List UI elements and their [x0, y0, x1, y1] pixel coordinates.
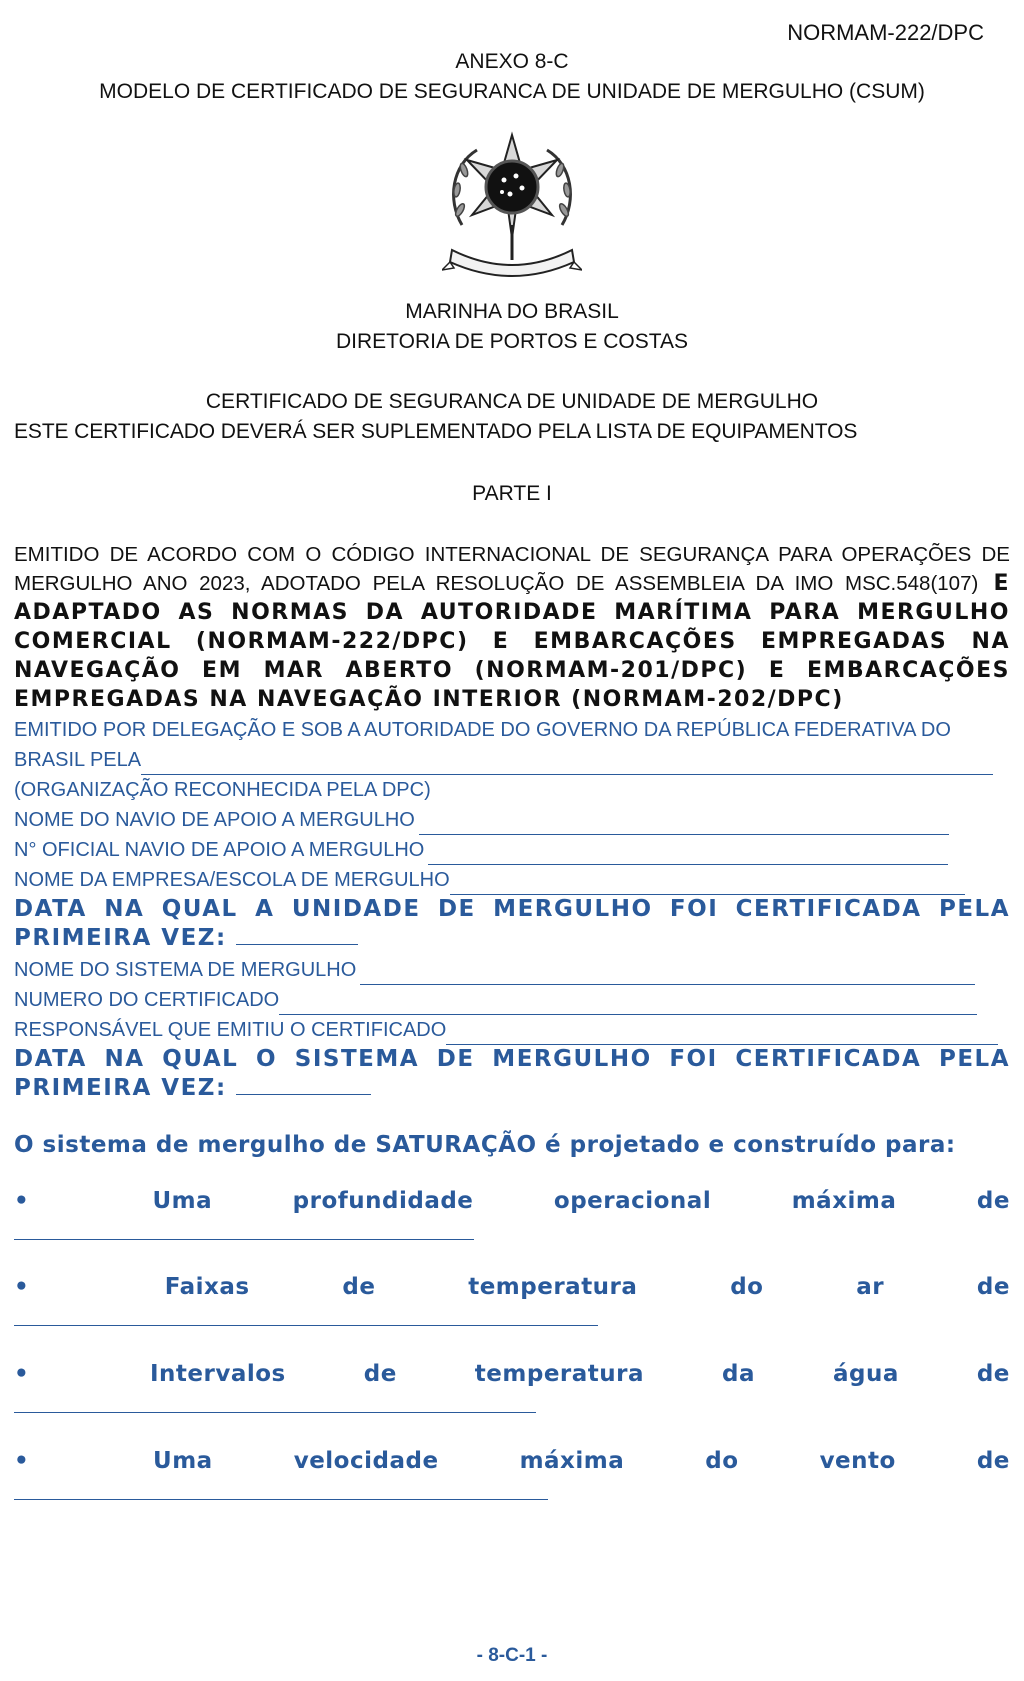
unit-first-certification-field — [14, 895, 1010, 953]
annex-title: ANEXO 8-C — [455, 50, 569, 73]
responsible-label: RESPONSÁVEL QUE EMITIU O CERTIFICADO — [14, 1019, 447, 1041]
bullet-word: do — [705, 1448, 739, 1474]
issued-bold-text: E ADAPTADO AS NORMAS DA AUTORIDADE MARÍTIMA PARA MERGULHO COMERCIAL (NORMAM-222/DPC) E EMBARCAÇÕES EMPREGADAS NA NAVEGAÇÃO EM MAR ABERTO (NORMAM-201/DPC) E EMBARCAÇÕES EMPREGADAS NA NAVEGAÇÃO INTERIOR (NORMAM-202/DPC) — [14, 571, 1011, 712]
bullet-word: Faixas — [164, 1274, 250, 1300]
ship-name-blank[interactable] — [419, 812, 949, 835]
bullet-word: vento — [819, 1448, 896, 1474]
unit-first-certification-blank[interactable] — [236, 924, 358, 945]
bullet-word: temperatura — [474, 1361, 645, 1387]
bullet-word: de — [976, 1361, 1010, 1387]
delegation-label: BRASIL PELA — [14, 749, 142, 771]
bullet-word: máxima — [519, 1448, 625, 1474]
bullet-symbol: • — [14, 1361, 30, 1387]
brazil-coat-of-arms-icon — [442, 130, 582, 285]
bullet-word: temperatura — [468, 1274, 638, 1300]
issued-normal-text: EMITIDO DE ACORDO COM O CÓDIGO INTERNACIONAL DE SEGURANÇA PARA OPERAÇÕES DE MERGULHO ANO 2023, ADOTADO PELA RESOLUÇÃO DE ASSEMBLEIA DA IMO MSC.548(107) — [14, 543, 1010, 595]
responsible-blank[interactable] — [446, 1022, 998, 1045]
saturation-intro: O sistema de mergulho de SATURAÇÃO é projetado e construído para: — [14, 1132, 956, 1158]
bullet-word: operacional — [553, 1188, 712, 1214]
system-first-certification-blank[interactable] — [236, 1074, 371, 1095]
bullet-word: Uma — [153, 1448, 213, 1474]
bullet-word: de — [363, 1361, 397, 1387]
system-name-label: NOME DO SISTEMA DE MERGULHO — [14, 959, 357, 981]
model-title: MODELO DE CERTIFICADO DE SEGURANCA DE UNIDADE DE MERGULHO (CSUM) — [99, 80, 925, 103]
bullet-word: velocidade — [293, 1448, 439, 1474]
certificate-title: CERTIFICADO DE SEGURANCA DE UNIDADE DE MERGULHO — [205, 390, 819, 413]
bullet-word: de — [976, 1448, 1010, 1474]
directorate-name: DIRETORIA DE PORTOS E COSTAS — [335, 330, 689, 353]
bullet-max-wind-speed — [14, 1448, 1010, 1474]
unit-first-certification-label: DATA NA QUAL A UNIDADE DE MERGULHO FOI CERTIFICADA PELA PRIMEIRA VEZ: — [14, 896, 1010, 951]
ship-number-field — [14, 835, 998, 865]
document-reference: NORMAM-222/DPC — [787, 20, 984, 45]
system-first-certification-field — [14, 1045, 1010, 1103]
bullet-symbol: • — [14, 1188, 30, 1214]
delegation-blank[interactable] — [141, 752, 993, 775]
ship-number-label: N° OFICIAL NAVIO DE APOIO A MERGULHO — [14, 839, 425, 861]
bullet-word: máxima — [791, 1188, 897, 1214]
company-name-label: NOME DA EMPRESA/ESCOLA DE MERGULHO — [14, 869, 450, 891]
supplement-note: ESTE CERTIFICADO DEVERÁ SER SUPLEMENTADO PELA LISTA DE EQUIPAMENTOS — [14, 420, 858, 443]
bullet-symbol: • — [14, 1274, 30, 1300]
system-name-field — [14, 955, 998, 985]
bullet-word: do — [730, 1274, 764, 1300]
certificate-number-label: NUMERO DO CERTIFICADO — [14, 989, 280, 1011]
bullet-word: de — [342, 1274, 376, 1300]
bullet-word: Intervalos — [149, 1361, 286, 1387]
certificate-number-blank[interactable] — [279, 992, 977, 1015]
bullet-word: da — [722, 1361, 755, 1387]
page-number: - 8-C-1 - — [476, 1645, 548, 1666]
delegation-line-1: EMITIDO POR DELEGAÇÃO E SOB A AUTORIDADE DO GOVERNO DA REPÚBLICA FEDERATIVA DO — [14, 719, 951, 741]
responsible-field — [14, 1015, 998, 1045]
issued-paragraph — [14, 540, 1010, 714]
bullet-word: água — [832, 1361, 899, 1387]
company-name-blank[interactable] — [450, 872, 965, 895]
system-name-blank[interactable] — [360, 962, 975, 985]
bullet-symbol: • — [14, 1448, 30, 1474]
organization-note: (ORGANIZAÇÃO RECONHECIDA PELA DPC) — [14, 779, 431, 801]
ship-number-blank[interactable] — [428, 842, 948, 865]
air-temperature-blank[interactable] — [14, 1324, 598, 1326]
certificate-number-field — [14, 985, 998, 1015]
system-first-certification-label: DATA NA QUAL O SISTEMA DE MERGULHO FOI CERTIFICADA PELA PRIMEIRA VEZ: — [14, 1046, 1010, 1101]
bullet-word: ar — [856, 1274, 885, 1300]
part-heading: PARTE I — [472, 482, 552, 505]
ship-name-field — [14, 805, 998, 835]
bullet-word: de — [976, 1188, 1010, 1214]
bullet-word: Uma — [152, 1188, 213, 1214]
water-temperature-blank[interactable] — [14, 1411, 536, 1413]
max-depth-blank[interactable] — [14, 1238, 474, 1240]
bullet-word: profundidade — [292, 1188, 474, 1214]
bullet-water-temperature — [14, 1361, 1010, 1387]
company-name-field — [14, 865, 998, 895]
max-wind-speed-blank[interactable] — [14, 1498, 548, 1500]
delegation-field — [14, 745, 998, 775]
bullet-word: de — [976, 1274, 1010, 1300]
organization-name: MARINHA DO BRASIL — [405, 300, 619, 323]
bullet-air-temperature — [14, 1274, 1010, 1300]
bullet-max-depth — [14, 1188, 1010, 1214]
ship-name-label: NOME DO NAVIO DE APOIO A MERGULHO — [14, 809, 415, 831]
